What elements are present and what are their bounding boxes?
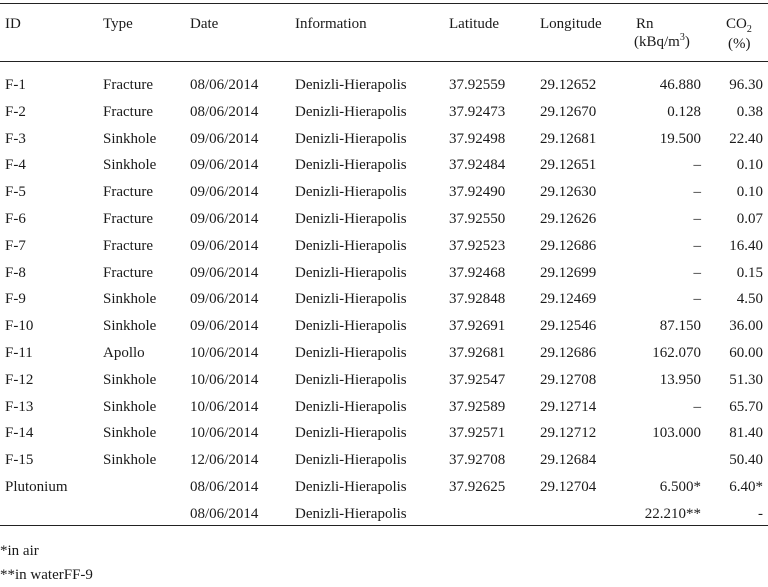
cell-id: F-5	[5, 184, 26, 200]
cell-type: Fracture	[103, 211, 153, 227]
cell-co2: 51.30	[729, 372, 763, 388]
cell-rn: 6.500*	[659, 479, 701, 495]
cell-longitude: 29.12699	[540, 265, 597, 281]
cell-longitude: 29.12704	[540, 479, 597, 495]
cell-date: 09/06/2014	[190, 238, 259, 254]
co2-text: CO	[726, 16, 747, 32]
cell-date: 10/06/2014	[190, 399, 259, 415]
cell-rn: –	[693, 157, 701, 173]
cell-co2: 22.40	[729, 131, 763, 147]
cell-longitude: 29.12652	[540, 77, 597, 93]
cell-latitude: 37.92468	[449, 265, 506, 281]
cell-information: Denizli-Hierapolis	[295, 291, 407, 307]
cell-id: F-7	[5, 238, 26, 254]
cell-rn: 19.500	[659, 131, 701, 147]
cell-id: F-8	[5, 265, 26, 281]
cell-date: 08/06/2014	[190, 104, 259, 120]
header-co2-unit: (%)	[728, 36, 751, 52]
header-id: ID	[5, 16, 21, 32]
cell-type: Fracture	[103, 104, 153, 120]
cell-date: 08/06/2014	[190, 77, 259, 93]
cell-rn: –	[693, 265, 701, 281]
cell-information: Denizli-Hierapolis	[295, 399, 407, 415]
cell-type: Sinkhole	[103, 425, 157, 441]
cell-rn: 22.210**	[644, 506, 701, 522]
cell-rn: 162.070	[652, 345, 701, 361]
cell-type: Sinkhole	[103, 372, 157, 388]
cell-co2: 16.40	[729, 238, 763, 254]
cell-rn: 0.128	[667, 104, 701, 120]
cell-type: Fracture	[103, 77, 153, 93]
cell-co2: 50.40	[729, 452, 763, 468]
cell-co2: 0.10	[736, 184, 763, 200]
cell-date: 08/06/2014	[190, 506, 259, 522]
cell-id: F-9	[5, 291, 26, 307]
cell-latitude: 37.92848	[449, 291, 506, 307]
cell-co2: 6.40*	[729, 479, 763, 495]
cell-information: Denizli-Hierapolis	[295, 157, 407, 173]
cell-information: Denizli-Hierapolis	[295, 131, 407, 147]
cell-latitude: 37.92559	[449, 77, 506, 93]
cell-co2: 0.38	[736, 104, 763, 120]
cell-type: Sinkhole	[103, 452, 157, 468]
cell-latitude: 37.92523	[449, 238, 506, 254]
cell-rn: –	[693, 399, 701, 415]
cell-rn: –	[693, 184, 701, 200]
cell-date: 10/06/2014	[190, 372, 259, 388]
cell-co2: 60.00	[729, 345, 763, 361]
table-header-rule	[0, 61, 768, 62]
cell-co2: 0.07	[736, 211, 763, 227]
co2-subscript: 2	[746, 24, 752, 35]
cell-latitude: 37.92547	[449, 372, 506, 388]
cell-co2: -	[758, 506, 763, 522]
cell-co2: 36.00	[729, 318, 763, 334]
cell-latitude: 37.92484	[449, 157, 506, 173]
rn-unit-superscript: 3	[679, 32, 685, 43]
cell-information: Denizli-Hierapolis	[295, 184, 407, 200]
cell-rn: 87.150	[659, 318, 701, 334]
cell-co2: 0.10	[736, 157, 763, 173]
header-co2	[726, 15, 752, 35]
cell-rn: 103.000	[652, 425, 701, 441]
cell-longitude: 29.12469	[540, 291, 597, 307]
cell-co2: 4.50	[736, 291, 763, 307]
cell-type: Sinkhole	[103, 157, 157, 173]
cell-type: Sinkhole	[103, 399, 157, 415]
cell-rn: –	[693, 211, 701, 227]
cell-information: Denizli-Hierapolis	[295, 345, 407, 361]
cell-longitude: 29.12670	[540, 104, 597, 120]
cell-information: Denizli-Hierapolis	[295, 77, 407, 93]
cell-information: Denizli-Hierapolis	[295, 479, 407, 495]
header-rn: Rn	[636, 16, 654, 32]
cell-information: Denizli-Hierapolis	[295, 425, 407, 441]
cell-date: 09/06/2014	[190, 265, 259, 281]
header-rn-unit	[634, 33, 690, 53]
header-information: Information	[295, 16, 367, 32]
cell-rn: –	[693, 238, 701, 254]
cell-latitude: 37.92498	[449, 131, 506, 147]
cell-id: F-1	[5, 77, 26, 93]
cell-id: F-13	[5, 399, 34, 415]
footnote-air: *in air	[0, 543, 39, 559]
rn-unit-close: )	[684, 34, 690, 50]
cell-date: 09/06/2014	[190, 318, 259, 334]
cell-latitude: 37.92681	[449, 345, 506, 361]
cell-type: Fracture	[103, 184, 153, 200]
cell-longitude: 29.12630	[540, 184, 597, 200]
cell-type: Fracture	[103, 265, 153, 281]
cell-id: F-14	[5, 425, 34, 441]
cell-type: Sinkhole	[103, 291, 157, 307]
cell-latitude: 37.92473	[449, 104, 506, 120]
cell-information: Denizli-Hierapolis	[295, 318, 407, 334]
cell-latitude: 37.92708	[449, 452, 506, 468]
cell-information: Denizli-Hierapolis	[295, 372, 407, 388]
cell-date: 12/06/2014	[190, 452, 259, 468]
cell-co2: 65.70	[729, 399, 763, 415]
cell-longitude: 29.12686	[540, 238, 597, 254]
cell-latitude: 37.92625	[449, 479, 506, 495]
header-type: Type	[103, 16, 133, 32]
cell-id: F-4	[5, 157, 26, 173]
cell-id: F-2	[5, 104, 26, 120]
cell-id: F-6	[5, 211, 26, 227]
cell-latitude: 37.92550	[449, 211, 506, 227]
cell-longitude: 29.12684	[540, 452, 597, 468]
cell-longitude: 29.12626	[540, 211, 597, 227]
cell-date: 09/06/2014	[190, 291, 259, 307]
cell-id: Plutonium	[5, 479, 68, 495]
cell-date: 09/06/2014	[190, 131, 259, 147]
cell-longitude: 29.12686	[540, 345, 597, 361]
cell-longitude: 29.12714	[540, 399, 597, 415]
cell-date: 08/06/2014	[190, 479, 259, 495]
cell-rn: 13.950	[659, 372, 701, 388]
cell-id: F-3	[5, 131, 26, 147]
cell-rn: –	[693, 291, 701, 307]
cell-date: 10/06/2014	[190, 425, 259, 441]
cell-latitude: 37.92589	[449, 399, 506, 415]
cell-co2: 0.15	[736, 265, 763, 281]
cell-co2: 81.40	[729, 425, 763, 441]
cell-date: 10/06/2014	[190, 345, 259, 361]
rn-unit-text: (kBq/m	[634, 34, 680, 50]
cell-latitude: 37.92490	[449, 184, 506, 200]
cell-date: 09/06/2014	[190, 211, 259, 227]
cell-id: F-12	[5, 372, 34, 388]
cell-information: Denizli-Hierapolis	[295, 211, 407, 227]
cell-type: Sinkhole	[103, 318, 157, 334]
cell-latitude: 37.92691	[449, 318, 506, 334]
cell-longitude: 29.12708	[540, 372, 597, 388]
header-date: Date	[190, 16, 219, 32]
cell-id: F-11	[5, 345, 33, 361]
cell-information: Denizli-Hierapolis	[295, 104, 407, 120]
cell-longitude: 29.12712	[540, 425, 597, 441]
cell-information: Denizli-Hierapolis	[295, 238, 407, 254]
cell-type: Sinkhole	[103, 131, 157, 147]
cell-rn: 46.880	[659, 77, 701, 93]
cell-longitude: 29.12681	[540, 131, 597, 147]
cell-information: Denizli-Hierapolis	[295, 452, 407, 468]
cell-information: Denizli-Hierapolis	[295, 506, 407, 522]
header-longitude: Longitude	[540, 16, 602, 32]
cell-latitude: 37.92571	[449, 425, 506, 441]
header-latitude: Latitude	[449, 16, 499, 32]
cell-information: Denizli-Hierapolis	[295, 265, 407, 281]
footnote-water: **in waterFF-9	[0, 567, 93, 583]
cell-id: F-10	[5, 318, 34, 334]
table-bottom-rule	[0, 525, 768, 526]
cell-id: F-15	[5, 452, 34, 468]
cell-longitude: 29.12546	[540, 318, 597, 334]
cell-type: Fracture	[103, 238, 153, 254]
cell-date: 09/06/2014	[190, 157, 259, 173]
cell-longitude: 29.12651	[540, 157, 597, 173]
cell-co2: 96.30	[729, 77, 763, 93]
cell-date: 09/06/2014	[190, 184, 259, 200]
cell-type: Apollo	[103, 345, 145, 361]
table-top-rule	[0, 3, 768, 4]
